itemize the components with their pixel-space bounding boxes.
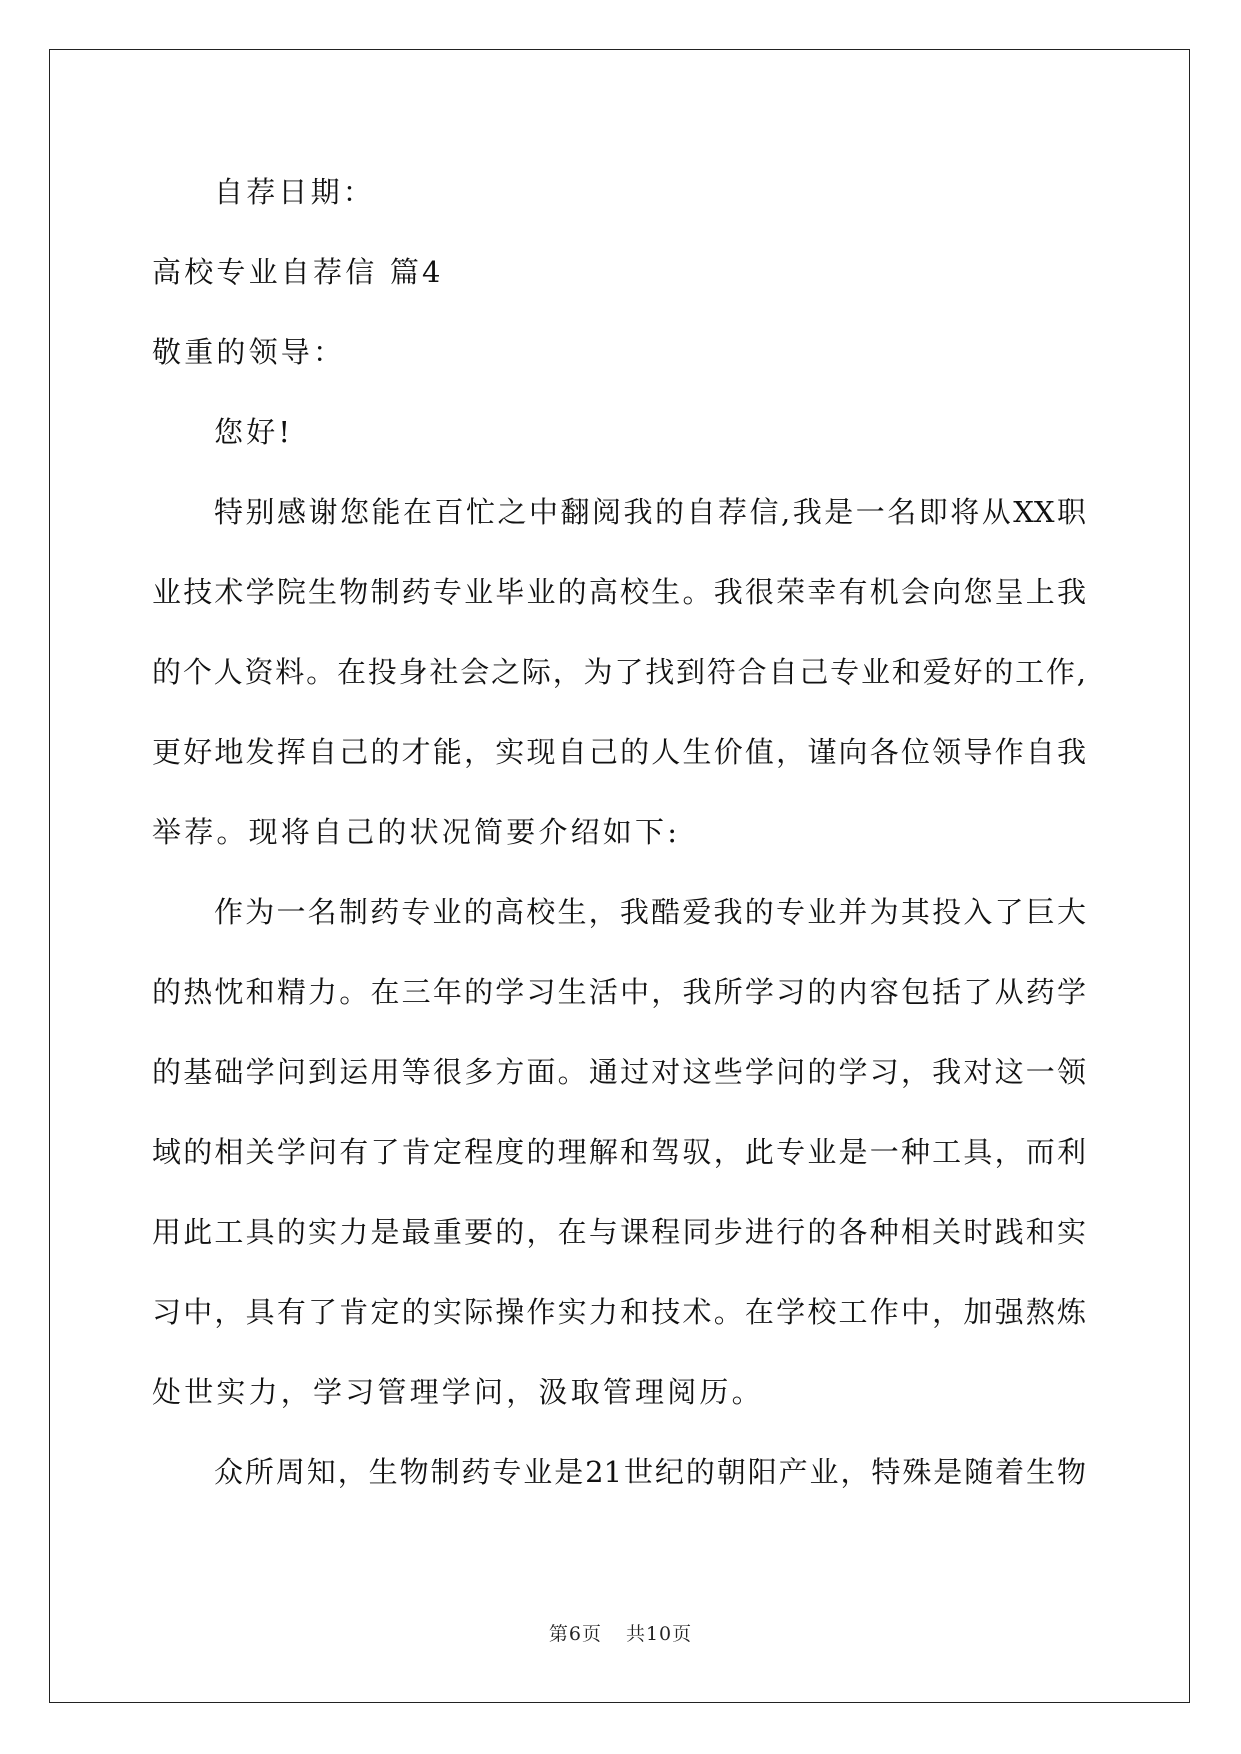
paragraph2-line: 的热忱和精力。在三年的学习生活中，我所学习的内容包括了从药学 [152,975,1086,1009]
paragraph2-line: 习中，具有了肯定的实际操作实力和技术。在学校工作中，加强熬炼 [152,1295,1086,1329]
paragraph1-line: 的个人资料。在投身社会之际，为了找到符合自己专业和爱好的工作, [152,655,1086,689]
page-number-current: 第6页 [548,1623,602,1645]
paragraph1-line: 业技术学院生物制药专业毕业的高校生。我很荣幸有机会向您呈上我 [152,575,1086,609]
salutation: 敬重的领导： [152,335,346,369]
paragraph3-line: 众所周知，生物制药专业是21世纪的朝阳产业，特殊是随着生物 [214,1455,1086,1489]
paragraph2-line: 的基础学问到运用等很多方面。通过对这些学问的学习，我对这一领 [152,1055,1086,1089]
paragraph1-line: 更好地发挥自己的才能，实现自己的人生价值，谨向各位领导作自我 [152,735,1086,769]
paragraph2-line: 用此工具的实力是最重要的，在与课程同步进行的各种相关时践和实 [152,1215,1086,1249]
page-footer [0,1622,1241,1646]
paragraph2-line: 域的相关学问有了肯定程度的理解和驾驭，此专业是一种工具，而利 [152,1135,1086,1169]
date-line: 自荐日期： [214,175,376,209]
section-heading: 高校专业自荐信 篇4 [152,255,444,289]
paragraph2-line: 作为一名制药专业的高校生，我酷爱我的专业并为其投入了巨大 [214,895,1086,929]
paragraph1-line: 特别感谢您能在百忙之中翻阅我的自荐信,我是一名即将从XX职 [214,495,1086,529]
paragraph2-line: 处世实力，学习管理学问，汲取管理阅历。 [152,1375,764,1409]
page-number-total: 共10页 [625,1623,693,1645]
greeting: 您好! [214,415,294,449]
paragraph1-line: 举荐。现将自己的状况简要介绍如下: [152,815,681,849]
